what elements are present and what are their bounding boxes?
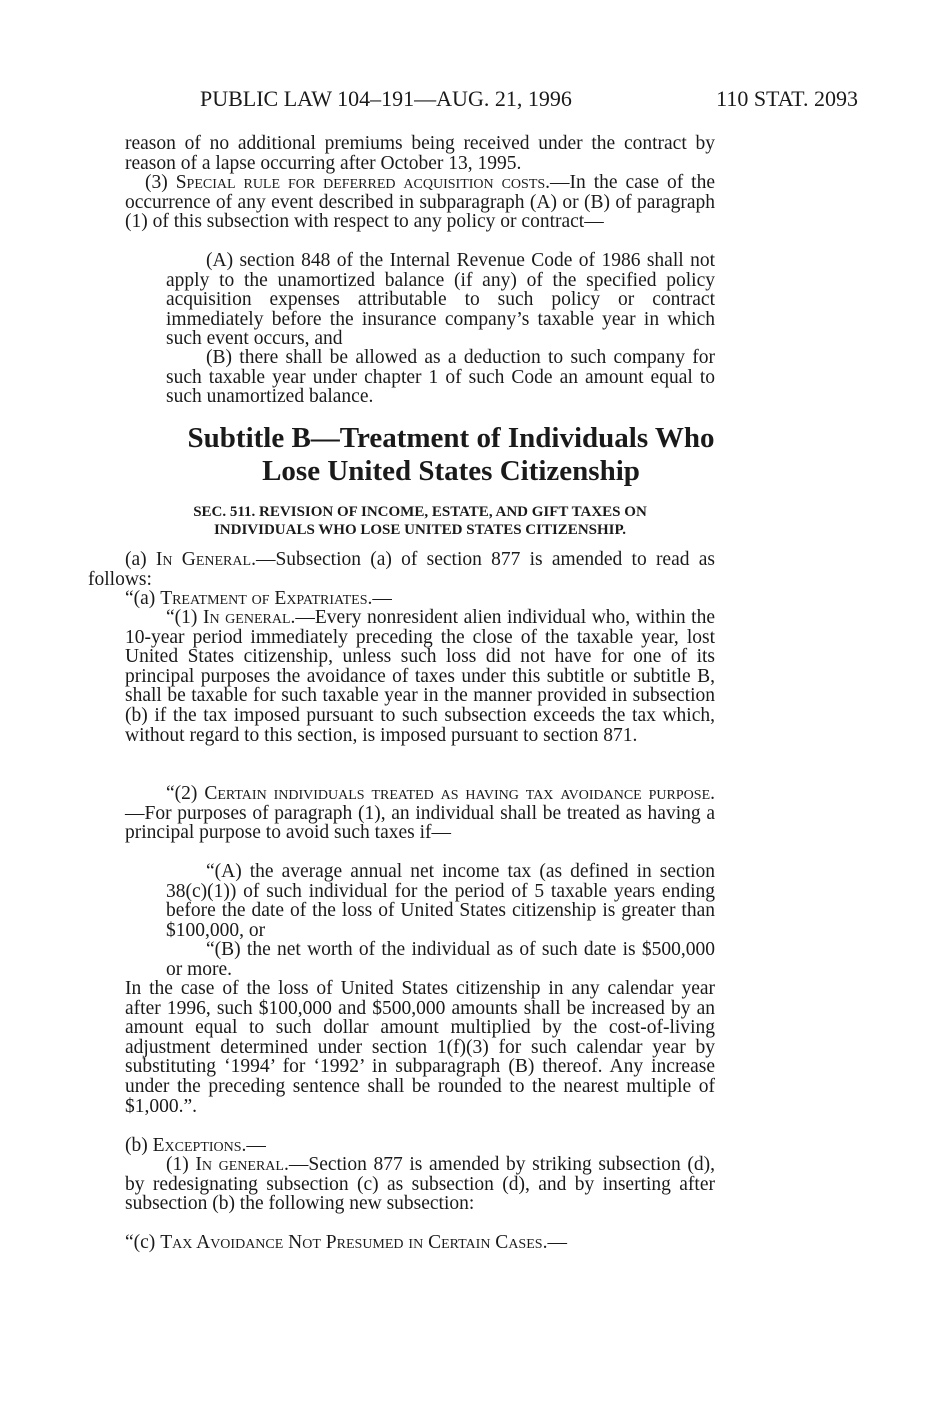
paragraph-1-in-general: “(1) In general.—Every nonresident alien individual who, within the 10-year period immediately preceding the close of the taxable year, lost United States citizenship, unless such loss did not have for one of its principal purposes the avoidance of taxes under this subtitle or subtitle B, shall be taxable for such taxable year in the manner provided in subsection (b) if the tax imposed pursuant to such subsection exceeds the tax which, without regard to this section, is imposed pursuant to section 871. [125, 607, 715, 746]
subsection-a: (a) In General.—Subsection (a) of section 877 is amended to read as follows: [88, 549, 715, 590]
subtitle-heading [95, 422, 807, 488]
paragraph-2-A: “(A) the average annual net income tax (as defined in section 38(c)(1)) of such individual for the period of 5 taxable years ending before the date of the loss of United States citizenship is greater than $100,000, or [166, 861, 715, 941]
paragraph-2-tax-avoidance: “(2) Certain individuals treated as having tax avoidance purpose.—For purposes of paragraph (1), an individual shall be treated as having a principal purpose to avoid such taxes if— [125, 783, 715, 844]
subtitle-line-1: Subtitle B—Treatment of Individuals Who [187, 422, 715, 454]
flush-language: In the case of the loss of United States citizenship in any calendar year after 1996, such $100,000 and $500,000 amounts shall be increased by an amount equal to such dollar amount multiplied by the cost-of-living adjustment determined under section 1(f)(3) for such calendar year by substituting ‘1994’ for ‘1992’ in subparagraph (B) thereof. Any increase under the preceding sentence shall be rounded to the nearest multiple of $1,000.”. [125, 978, 715, 1117]
treatment-of-expatriates: “(a) Treatment of Expatriates.— [125, 588, 392, 609]
continued-paragraph: reason of no additional premiums being received under the contract by reason of a lapse occurring after October 13, 1995. [125, 133, 715, 174]
header-page-stat: 110 STAT. 2093 [716, 86, 858, 111]
subsection-c-heading: “(c) Tax Avoidance Not Presumed in Certain Cases.— [125, 1232, 567, 1253]
section-heading-line-1: SEC. 511. REVISION OF INCOME, ESTATE, AND GIFT TAXES ON [193, 504, 647, 520]
section-heading [125, 503, 715, 539]
subparagraph-A: (A) section 848 of the Internal Revenue Code of 1986 shall not apply to the unamortized balance (if any) of the specified policy acquisition expenses attributable to such policy or contract immediately before the insurance company’s taxable year in which such event occurs, and [166, 250, 715, 350]
header-law-citation: PUBLIC LAW 104–191—AUG. 21, 1996 [200, 86, 572, 111]
section-heading-line-2: INDIVIDUALS WHO LOSE UNITED STATES CITIZENSHIP. [213, 522, 627, 538]
paragraph-3: (3) Special rule for deferred acquisition costs.—In the case of the occurrence of any event described in subparagraph (A) or (B) of paragraph (1) of this subsection with respect to any policy or contract— [125, 172, 715, 233]
subtitle-line-2: Lose United States Citizenship [262, 455, 640, 487]
paragraph-2-B: “(B) the net worth of the individual as of such date is $500,000 or more. [166, 939, 715, 980]
subparagraph-B: (B) there shall be allowed as a deduction to such company for such taxable year under chapter 1 of such Code an amount equal to such unamortized balance. [166, 347, 715, 408]
exceptions-paragraph-1: (1) In general.—Section 877 is amended by striking subsection (d), by redesignating subsection (c) as subsection (d), and by inserting after subsection (b) the following new subsection: [125, 1154, 715, 1215]
subsection-b-exceptions: (b) Exceptions.— [125, 1135, 266, 1156]
